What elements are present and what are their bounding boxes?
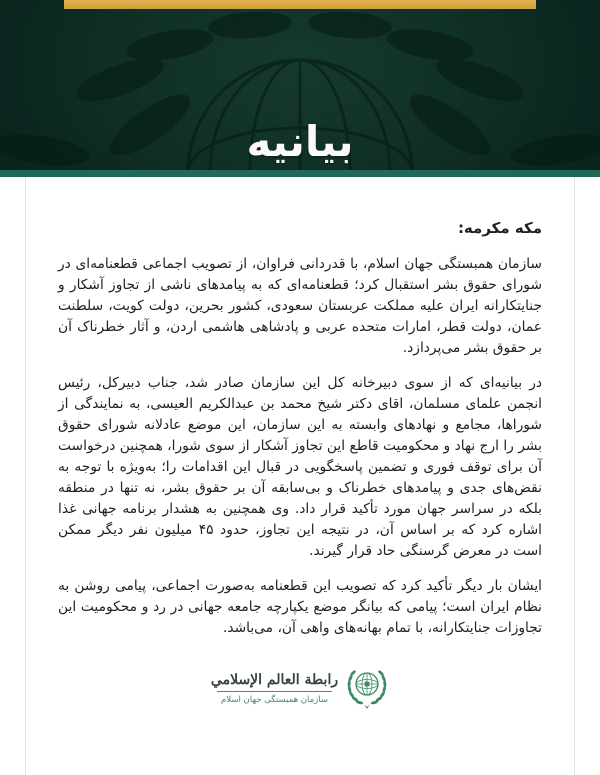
location-heading: مکه مکرمه: <box>457 219 542 237</box>
logo-arabic-name: رابطة العالم الإسلامي <box>210 672 339 688</box>
page-title: بیانیه <box>246 117 354 166</box>
organization-logo-text <box>211 671 338 705</box>
logo-divider <box>217 691 332 692</box>
statement-paragraph: سازمان همبستگی جهان اسلام، با قدردانی فراوان، از تصویب اجماعی قطعنامه‌ای در شورای حقوق بشر استقبال کرد؛ قطعنامه‌ای که به پیامدهای ناشی از تجاوز آشکار و جنایتکارانه ایران علیه مملکت عربستان سعودی، کشور بحرین، دولت کویت، سلطنت عمان، دولت قطر، امارات متحده عربی و پادشاهی هاشمی اردن، و آثار خطرناک آن بر حقوق بشر می‌پردازد. <box>58 256 542 356</box>
wreath-globe-emblem-icon <box>345 665 389 711</box>
gold-accent-bar <box>64 0 536 9</box>
statement-paragraph: در بیانیه‌ای که از سوی دبیرخانه کل این سازمان صادر شد، جناب دبیرکل، رئیس انجمن علمای مسلمان، اقای دکتر شیخ محمد بن عبدالکریم العیسی، به نمایندگی از شوراها، مجامع و نهادهای وابسته به این سازمان، این موضع عادلانه شورای حقوق بشر را ارج نهاد و محکومیت قاطع این تجاوز آشکار از سوی شورا، همچنین درخواست آن برای توقف فوری و تضمین پاسخگویی در قبال این اقدامات را؛ به‌ویژه با توجه به نقض‌های جدی و پیامدهای خطرناک و بی‌سابقه آن بر حقوق بشر، نه تنها در منطقه بلکه در سراسر جهان مورد تأکید قرار داد. وی همچنین به هشدار برنامه جهانی غذا اشاره کرد که بر اساس آن، در نتیجه این تجاوز، حدود ۴۵ میلیون نفر دیگر ممکن است در معرض گرسنگی حاد قرار گیرند. <box>58 375 542 559</box>
logo-persian-name: سازمان همبستگی جهان اسلام <box>220 695 329 705</box>
teal-divider <box>0 170 600 177</box>
statement-card <box>25 177 575 775</box>
organization-logo <box>58 665 542 711</box>
statement-header <box>0 0 600 170</box>
statement-paragraph: ایشان بار دیگر تأکید کرد که تصویب این قطعنامه به‌صورت اجماعی، پیامی روشن به نظام ایران است؛ پیامی که بیانگر موضع یکپارچه جامعه جهانی در رد و محکومیت این تجاوزات جنایتکارانه، با تمام بهانه‌های واهی آن، می‌باشد. <box>58 578 542 636</box>
